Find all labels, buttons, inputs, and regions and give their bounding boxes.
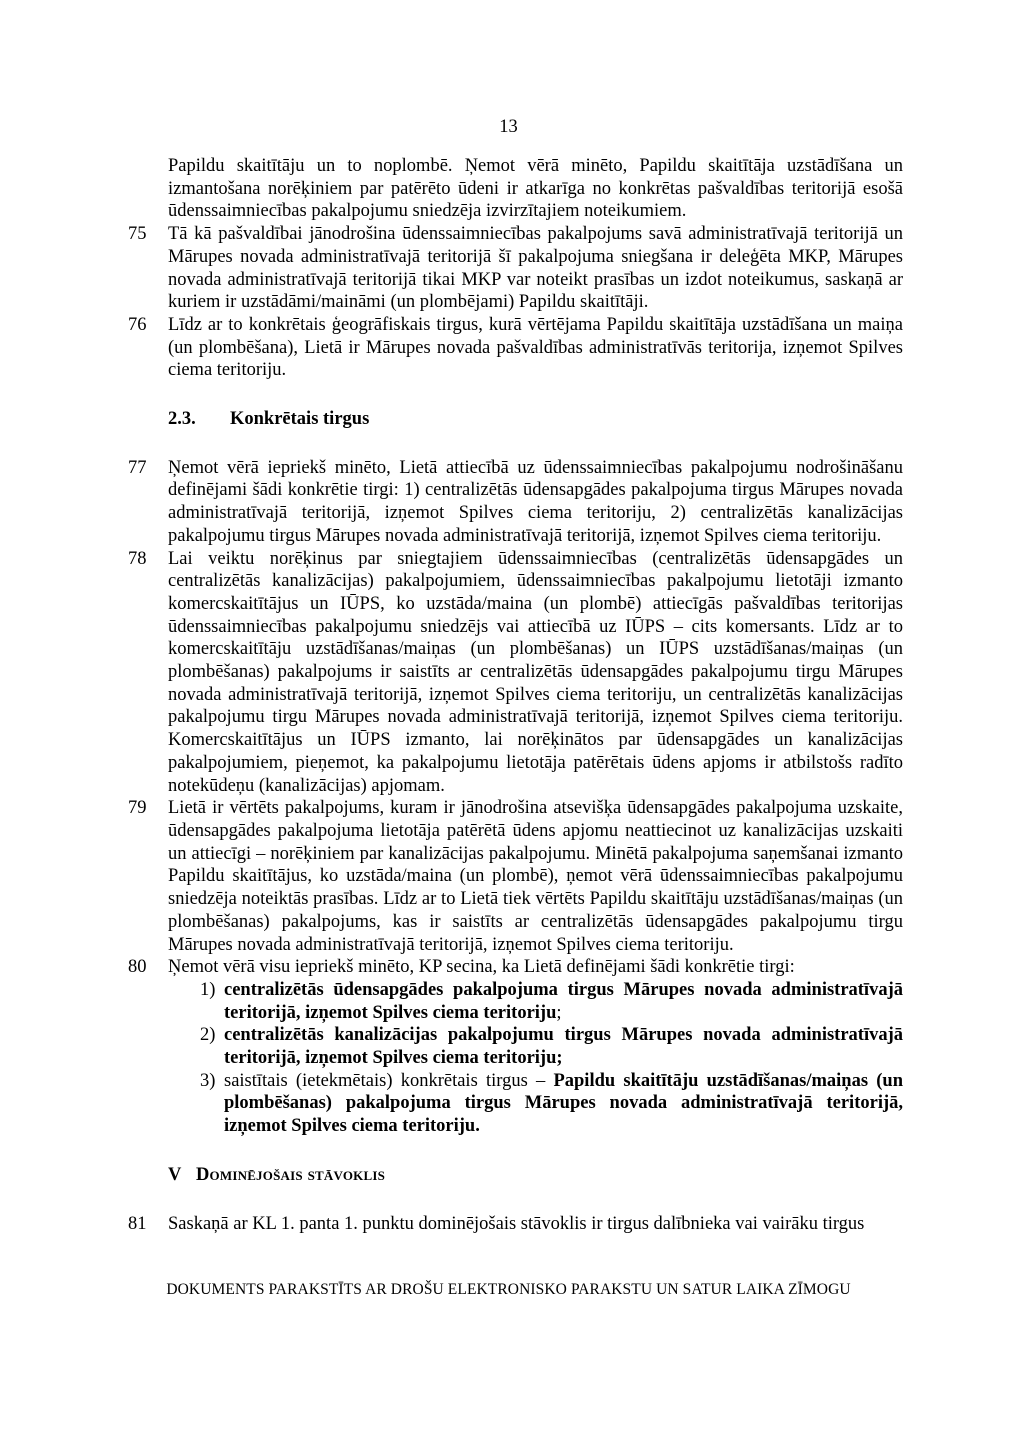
spacer (128, 1138, 903, 1164)
paragraph-number: 79 (128, 798, 147, 819)
list-item-text (224, 979, 903, 1024)
paragraph-text: Ņemot vērā visu iepriekš minēto, KP secina, ka Lietā definējami šādi konkrētie tirgi: (168, 957, 795, 978)
intro-paragraph: Papildu skaitītāju un to noplombē. Ņemot vērā minēto, Papildu skaitītāja uzstādīšana un izmantošana norēķiniem par patērēto ūdeni ir atkarīga no konkrētas pašvaldības teritorijā esošā ūdenssaimniecības pakalpojumu sniedzēja izvirzītajiem noteikumiem. (168, 156, 903, 222)
paragraph-number: 77 (128, 457, 147, 478)
spacer (128, 431, 903, 457)
list-item-bold: Papildu skaitītāju uzstādīšanas/maiņas (un plombēšanas) pakalpojuma tirgus Mārupes novada administratīvajā teritorijā, izņemot Spilves ciema teritoriju. (224, 1070, 903, 1137)
numbered-paragraph (128, 223, 903, 314)
paragraph-number: 81 (128, 1213, 147, 1234)
paragraph-text: Lai veiktu norēķinus par sniegtajiem ūdenssaimniecības (centralizētās ūdensapgādes un centralizētās kanalizācijas) pakalpojumiem, ūdenssaimniecības pakalpojumu lietotāji izmanto komercskaitītājus un IŪPS, ko uzstāda/maina (un plombē) attiecīgās pašvaldības teritorijas ūdenssaimniecības pakalpojumu sniedzējs vai attiecībā uz IŪPS – cits komersants. Līdz ar to komercskaitītāju uzstādīšanas/maiņas (un plombēšanas) un IŪPS uzstādīšanas/maiņas (un plombēšanas) pakalpojums ir saistīts ar centralizētās ūdensapgādes pakalpojumu tirgu Mārupes novada administratīvajā teritorijā, izņemot Spilves ciema teritoriju, un centralizētās kanalizācijas pakalpojumu tirgu Mārupes novada administratīvajā teritorijā, izņemot Spilves ciema teritoriju. Komercskaitītājus un IŪPS izmanto, lai norēķinātos par ūdensapgādes un kanalizācijas pakalpojumiem, pieņemot, ka pakalpojumu lietotāja patērētais ūdens apjoms ir atbilstošs radīto notekūdeņu (kanalizācijas) apjomam. (168, 548, 903, 796)
chapter-numeral: V (168, 1164, 182, 1185)
list-item (200, 1070, 903, 1138)
paragraph-number: 80 (128, 957, 147, 978)
list-item (200, 979, 903, 1024)
list-item-bold: centralizētās ūdensapgādes pakalpojuma tirgus Mārupes novada administratīvajā teritorijā, izņemot Spilves ciema teritoriju (224, 979, 903, 1023)
list-marker: 1) (200, 979, 216, 1000)
chapter-heading (168, 1164, 903, 1187)
paragraph-text: Ņemot vērā iepriekš minēto, Lietā attiecībā uz ūdenssaimniecības pakalpojumu nodrošināšanu definējami šādi konkrētie tirgi: 1) centralizētās ūdensapgādes pakalpojuma tirgus Mārupes novada administratīvajā teritorijā, izņemot Spilves ciema teritoriju, 2) centralizētās kanalizācijas pakalpojumu tirgus Mārupes novada administratīvajā teritorijā, izņemot Spilves ciema teritoriju. (168, 457, 903, 546)
paragraph-text: Tā kā pašvaldībai jānodrošina ūdenssaimniecības pakalpojums savā administratīvajā teritorijā un Mārupes novada administratīvajā teritorijā šī pakalpojuma sniegšana ir deleģēta MKP, Mārupes novada administratīvajā teritorijā tikai MKP var noteikt prasības un izdot noteikumus, saskaņā ar kuriem ir uzstādāmi/maināmi (un plombējami) Papildu skaitītāji. (168, 224, 903, 313)
numbered-paragraph (128, 314, 903, 382)
page-number: 13 (499, 117, 518, 137)
paragraph-text: Saskaņā ar KL 1. panta 1. punktu dominējošais stāvoklis ir tirgus dalībnieka vai vairāku tirgus (168, 1213, 865, 1234)
numbered-paragraph (128, 1213, 903, 1236)
list-item-bold: centralizētās kanalizācijas pakalpojumu tirgus Mārupes novada administratīvajā teritorijā, izņemot Spilves ciema teritoriju; (224, 1025, 903, 1069)
numbered-paragraph (128, 457, 903, 548)
list-marker: 2) (200, 1025, 216, 1046)
spacer (128, 1187, 903, 1213)
list-item-tail: ; (556, 1002, 562, 1023)
list-marker: 3) (200, 1070, 216, 1091)
list-item-text (224, 1070, 903, 1138)
subsection-heading (168, 408, 903, 431)
chapter-title: Dominējošais stāvoklis (196, 1164, 386, 1185)
market-list (200, 979, 903, 1138)
paragraph-number: 75 (128, 224, 147, 245)
numbered-paragraph (128, 548, 903, 798)
paragraph-text: Lietā ir vērtēts pakalpojums, kuram ir jānodrošina atsevišķa ūdensapgādes pakalpojuma uzskaite, ūdensapgādes pakalpojuma lietotāja patērētā ūdens apjomu neattiecinot uz kanalizācijas uzskaiti un attiecīgi – norēķiniem par kanalizācijas pakalpojumu. Minētā pakalpojuma saņemšanai izmanto Papildu skaitītājus, ko uzstāda/maina (un plombē), ņemot vērā ūdenssaimniecības pakalpojumu sniedzēja noteiktās prasības. Līdz ar to Lietā tiek vērtēts Papildu skaitītāju uzstādīšanas/maiņas (un plombēšanas) pakalpojums, kas ir saistīts ar centralizētās ūdensapgādes pakalpojumu tirgu Mārupes novada administratīvajā teritorijā, izņemot Spilves ciema teritoriju. (168, 798, 903, 955)
list-item (200, 1024, 903, 1069)
subsection-title: Konkrētais tirgus (230, 409, 370, 430)
subsection-number: 2.3. (168, 409, 196, 430)
numbered-paragraph (128, 797, 903, 956)
paragraph-text: Līdz ar to konkrētais ģeogrāfiskais tirgus, kurā vērtējama Papildu skaitītāja uzstādīšana un maiņa (un plombēšana), Lietā ir Mārupes novada pašvaldības administratīvās teritorija, izņemot Spilves ciema teritoriju. (168, 314, 903, 381)
spacer (128, 382, 903, 408)
numbered-paragraph (128, 956, 903, 979)
paragraph-number: 78 (128, 548, 147, 569)
list-item-text (224, 1024, 903, 1069)
document-footer: DOKUMENTS PARAKSTĪTS AR DROŠU ELEKTRONISKO PARAKSTU UN SATUR LAIKA ZĪMOGU (166, 1281, 851, 1298)
paragraph-number: 76 (128, 314, 147, 335)
document-content (128, 155, 903, 1235)
list-item-lead: saistītais (ietekmētais) konkrētais tirgus – (224, 1070, 554, 1091)
